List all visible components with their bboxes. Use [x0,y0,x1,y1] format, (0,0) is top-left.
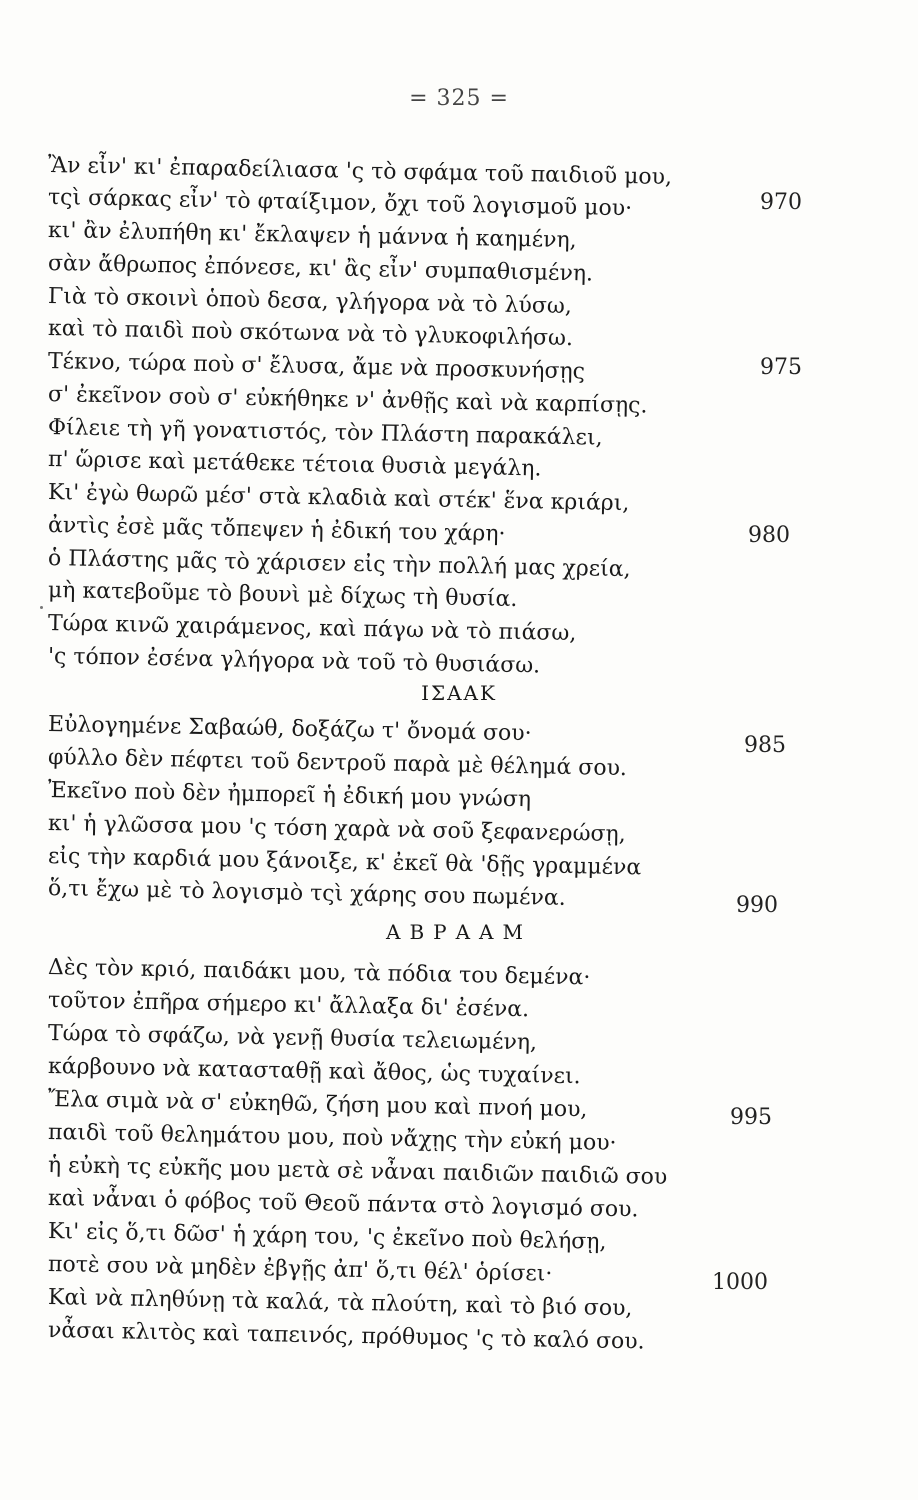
verse-line: μὴ κατεβοῦμε τὸ βουνὶ μὲ δίχως τὴ θυσία. [47,578,518,613]
verse-line: καὶ τὸ παιδὶ ποὺ σκότωνα νὰ τὸ γλυκοφιλήσω. [47,316,574,352]
verse-line: Γιὰ τὸ σκοινὶ ὁποὺ δεσα, γλήγορα νὰ τὸ λύσω, [47,284,573,320]
speaker-heading-avraam: ΑΒΡΑΑΜ [386,920,532,944]
verse-line: ὁ Πλάστης μᾶς τὸ χάρισεν εἰς τὴν πολλή μας χρεία, [47,546,631,583]
verse-line: Ἐκεῖνο ποὺ δὲν ἠμπορεῖ ἡ ἐδική μου γνώση [47,778,532,813]
verse-line: Τώρα τὸ σφάζω, νὰ γενῇ θυσία τελειωμένη, [47,1021,538,1056]
verse-line: σὰν ἄθρωπος ἐπόνεσε, κι' ἂς εἶν' συμπαθισμένη. [47,251,594,287]
speaker-heading-isaak: ΙΣΑΑΚ [421,681,497,705]
verse-line: σ' ἐκεῖνον σοὺ σ' εὐκήθηκε ν' ἀνθῇς καὶ νὰ καρπίσῃς. [47,382,648,419]
verse-line: τοῦτον ἐπῆρα σήμερο κι' ἄλλαξα δι' ἐσένα. [47,988,530,1023]
line-number: 970 [760,190,802,215]
verse-line: Δὲς τὸν κριό, παιδάκι μου, τὰ πόδια του δεμένα· [47,955,591,991]
verse-line: Τώρα κινῶ χαιράμενος, καὶ πάγω νὰ τὸ πιάσω, [47,611,577,647]
verse-line: ἀντὶς ἐσὲ μᾶς τὄπεψεν ἡ ἐδική του χάρη· [47,513,506,547]
verse-line: Φίλειε τὴ γῆ γονατιστός, τὸν Πλάστη παρακάλει, [47,415,603,451]
verse-line: ποτὲ σου νὰ μηδὲν ἐβγῇς ἀπ' ὅ,τι θέλ' ὁρίσει· [47,1252,553,1287]
verse-line: εἰς τὴν καρδιά μου ξάνοιξε, κ' ἐκεῖ θὰ 'δῇς γραμμένα [47,844,642,881]
verse-line: παιδὶ τοῦ θελημάτου μου, ποὺ νἄχῃς τὴν εὐκή μου· [47,1120,617,1156]
verse-line: Κι' ἐγὼ θωρῶ μέσ' στὰ κλαδιὰ καὶ στέκ' ἕνα κριάρι, [47,480,630,517]
verse-line: φύλλο δὲν πέφτει τοῦ δεντροῦ παρὰ μὲ θέλημά σου. [47,745,628,782]
line-number: 980 [748,523,790,548]
line-number: 990 [736,893,778,918]
verse-line: 'ς τόπον ἐσένα γλήγορα νὰ τοῦ τὸ θυσιάσω. [47,644,541,679]
ink-speck [40,606,43,609]
line-number: 975 [760,355,802,380]
verse-line: Καὶ νὰ πληθύνῃ τὰ καλά, τὰ πλούτη, καὶ τὸ βιό σου, [47,1285,633,1322]
verse-line: π' ὥρισε καὶ μετάθεκε τέτοια θυσιὰ μεγάλη. [47,447,542,482]
verse-line: τςὶ σάρκας εἶν' τὸ φταίξιμον, ὄχι τοῦ λογισμοῦ μου· [47,185,633,222]
verse-line: καὶ νἆναι ὁ φόβος τοῦ Θεοῦ πάντα στὸ λογισμό σου. [47,1186,639,1223]
verse-line: Κι' εἰς ὅ,τι δῶσ' ἡ χάρη του, 'ς ἐκεῖνο ποὺ θελήσῃ, [47,1219,607,1255]
verse-line: Εὐλογημένε Σαβαώθ, δοξάζω τ' ὄνομά σου· [47,712,532,747]
verse-line: νἆσαι κλιτὸς καὶ ταπεινός, πρόθυμος 'ς τὸ καλό σου. [47,1318,645,1355]
verse-line: κάρβουνο νὰ κατασταθῇ καὶ ἄθος, ὡς τυχαίνει. [47,1054,581,1090]
verse-line: ἡ εὐκὴ τς εὐκῆς μου μετὰ σὲ νἆναι παιδιῶν παιδιῶ σου [47,1153,668,1190]
verse-line: κι' ἂν ἐλυπήθη κι' ἔκλαψεν ἡ μάννα ἡ καημένη, [47,218,577,254]
verse-line: Ἂν εἶν' κι' ἐπαραδείλιασα 'ς τὸ σφάμα τοῦ παιδιοῦ μου, [47,153,673,190]
verse-line: Ἔλα σιμὰ νὰ σ' εὐκηθῶ, ζήση μου καὶ πνοή μου, [47,1087,588,1123]
page-number: = 325 = [409,86,509,111]
line-number: 1000 [712,1270,768,1295]
verse-line: Τέκνο, τώρα ποὺ σ' ἔλυσα, ἄμε νὰ προσκυνήσῃς [47,349,586,385]
line-number: 995 [730,1105,772,1130]
verse-line: κι' ἡ γλῶσσα μου 'ς τόση χαρὰ νὰ σοῦ ξεφανερώσῃ, [47,811,626,848]
line-number: 985 [744,733,786,758]
verse-line: ὅ,τι ἔχω μὲ τὸ λογισμὸ τςὶ χάρης σου πωμένα. [47,876,566,911]
